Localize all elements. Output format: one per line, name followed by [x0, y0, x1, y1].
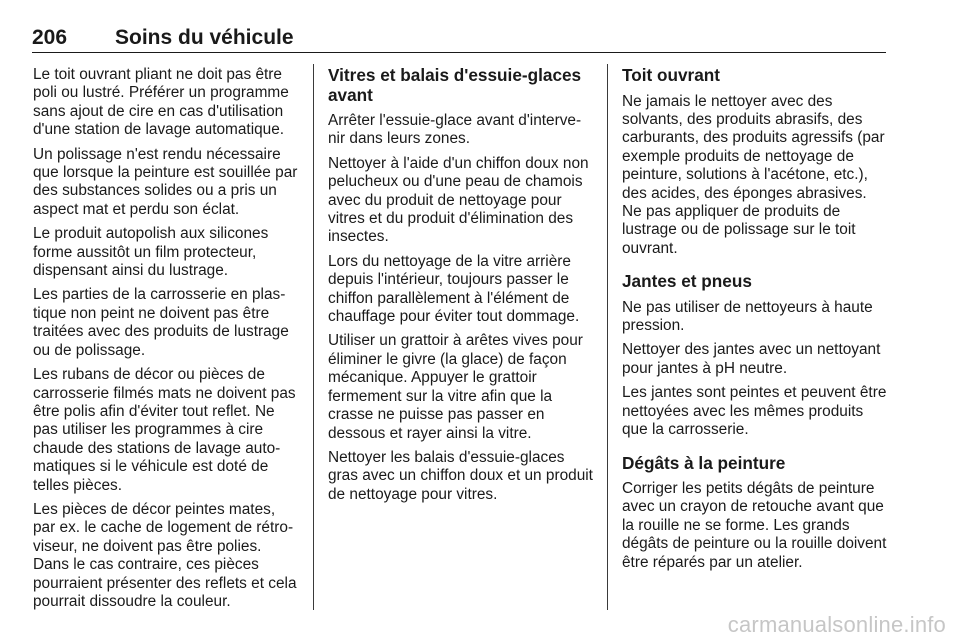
- column-divider: [313, 64, 314, 610]
- paragraph: Utiliser un grattoir à arêtes vives pour éliminer le givre (la glace) de façon mécanique. Appuyer le grattoir fermement sur la vitre afin que la crasse ne puisse pas passer en dessous et rayer ainsi la vitre.: [328, 332, 583, 442]
- paragraph: Arrêter l'essuie-glace avant d'interve- nir dans leurs zones.: [328, 112, 582, 148]
- paragraph: Les jantes sont peintes et peuvent être nettoyées avec les mêmes produits que la carrosserie.: [622, 384, 887, 439]
- page-header: [32, 26, 886, 53]
- paragraph: Corriger les petits dégâts de peinture avec un crayon de retouche avant que la rouille ne se forme. Les grands dégâts de peinture ou la rouille doivent être réparés par un atelier.: [622, 480, 887, 571]
- section-heading-degats: Dégâts à la peinture: [622, 452, 786, 473]
- paragraph: Ne pas utiliser de nettoyeurs à haute pression.: [622, 298, 873, 335]
- paragraph: Les parties de la carrosserie en plas- tique non peint ne doivent pas être traitées avec des produits de lustrage ou de polissage.: [33, 286, 289, 359]
- section-heading-toit-ouvrant: Toit ouvrant: [622, 65, 721, 85]
- paragraph: Le toit ouvrant pliant ne doit pas être poli ou lustré. Préférer un programme sans ajout de cire en cas d'utilisation d'une station de lavage automatique.: [33, 66, 289, 139]
- column-divider: [607, 64, 608, 610]
- watermark-text: carmanualsonline.info: [727, 612, 946, 637]
- chapter-title: Soins du véhicule: [115, 26, 294, 49]
- section-heading-jantes: Jantes et pneus: [622, 271, 752, 292]
- column-middle: [328, 66, 594, 510]
- paragraph: Les rubans de décor ou pièces de carrosserie filmés mats ne doivent pas être polis afin d'éviter tout reflet. Ne pas utiliser les programmes à cire chaude des stations de lavage auto- matiques si le véhicule est doté de telles pièces.: [33, 366, 296, 494]
- column-left: [33, 66, 301, 617]
- paragraph: Nettoyer les balais d'essuie-glaces gras avec un chiffon doux et un produit de nettoyage pour vitres.: [328, 448, 593, 503]
- paragraph: Ne jamais le nettoyer avec des solvants, des produits abrasifs, des carburants, des produits agressifs (par exemple produits de nettoyage de peinture, solutions à l'acétone, etc.), des acides, des éponges abrasives. Ne pas appliquer de produits de lustrage ou de polissage sur le toit ouvrant.: [622, 92, 885, 257]
- paragraph: Nettoyer des jantes avec un nettoyant pour jantes à pH neutre.: [622, 341, 881, 377]
- paragraph: Lors du nettoyage de la vitre arrière depuis l'intérieur, toujours passer le chiffon parallèlement à l'élément de chauffage pour éviter tout dommage.: [328, 252, 580, 326]
- section-heading-vitres: Vitres et balais d'essuie-glaces avant: [328, 65, 582, 105]
- paragraph: Un polissage n'est rendu nécessaire que lorsque la peinture est souillée par des substances solides ou a pris un aspect mat et perdu son éclat.: [33, 145, 298, 218]
- page-number: 206: [32, 26, 68, 49]
- paragraph: Les pièces de décor peintes mates, par ex. le cache de logement de rétro- viseur, ne doivent pas être polies. Dans le cas contraire, ces pièces pourraient présenter des reflets et cela pourrait dissoudre la couleur.: [33, 500, 297, 610]
- paragraph: Nettoyer à l'aide d'un chiffon doux non pelucheux ou d'une peau de chamois avec du produit de nettoyage pour vitres et du produit d'élimination des insectes.: [328, 154, 589, 246]
- paragraph: Le produit autopolish aux silicones forme aussitôt un film protecteur, dispensant ainsi du lustrage.: [33, 225, 269, 280]
- column-right: [622, 66, 888, 578]
